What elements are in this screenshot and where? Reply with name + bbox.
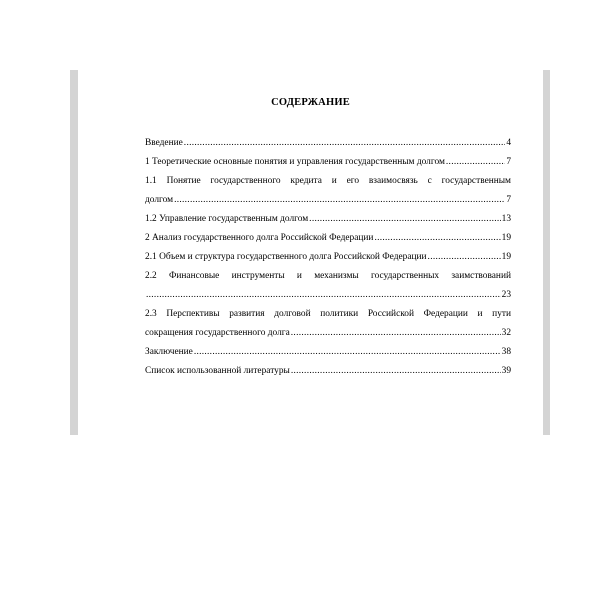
toc-entry-1-1-line1[interactable]: 1.1 Понятие государственного кредита и его взаимосвязь с государственным: [145, 176, 511, 186]
toc-entry-2-2-line1[interactable]: 2.2 Финансовые инструменты и механизмы государственных заимствований: [145, 271, 511, 281]
toc-entry-text: долгом: [145, 195, 174, 205]
toc-entry-chapter-2[interactable]: [145, 229, 511, 248]
toc-entry-text: сокращения государственного долга: [145, 328, 290, 338]
toc-entry-2-3-line1[interactable]: 2.3 Перспективы развития долговой политики Российской Федерации и пути: [145, 309, 511, 319]
toc-leader-dots: [291, 324, 501, 343]
toc-entry-page: 38: [501, 347, 511, 357]
toc-title: СОДЕРЖАНИЕ: [271, 97, 350, 108]
toc-entry-text: Введение: [145, 138, 183, 148]
toc-leader-dots: [174, 191, 505, 210]
toc-entry-2-2[interactable]: [145, 286, 511, 305]
toc-entry-page: 23: [501, 290, 511, 300]
toc-entry-1-2[interactable]: [145, 210, 511, 229]
page-gutter-left: [70, 70, 78, 435]
toc-entry-page: 7: [506, 195, 511, 205]
page-gutter-right: [543, 70, 550, 435]
toc-leader-dots: [146, 286, 501, 305]
table-of-contents: [145, 134, 511, 381]
toc-entry-page: 19: [501, 233, 511, 243]
toc-entry-2-1[interactable]: [145, 248, 511, 267]
toc-entry-text: 1 Теоретические основные понятия и управления государственным долгом: [145, 157, 445, 167]
toc-entry-text: Список использованной литературы: [145, 366, 290, 376]
toc-entry-page: 39: [501, 366, 511, 376]
toc-entry-page: 13: [501, 214, 511, 224]
toc-entry-conclusion[interactable]: [145, 343, 511, 362]
toc-entry-text: 2 Анализ государственного долга Российской Федерации: [145, 233, 374, 243]
toc-entry-text: 1.2 Управление государственным долгом: [145, 214, 309, 224]
toc-entry-2-3[interactable]: [145, 324, 511, 343]
toc-leader-dots: [194, 343, 501, 362]
toc-entry-page: 19: [501, 252, 511, 262]
toc-entry-1-1[interactable]: [145, 191, 511, 210]
toc-entry-references[interactable]: [145, 362, 511, 381]
toc-entry-page: 4: [506, 138, 511, 148]
toc-entry-chapter-1[interactable]: [145, 153, 511, 172]
toc-leader-dots: [428, 248, 501, 267]
toc-entry-introduction[interactable]: [145, 134, 511, 153]
toc-entry-page: 32: [501, 328, 511, 338]
toc-entry-text: Заключение: [145, 347, 193, 357]
toc-leader-dots: [291, 362, 501, 381]
document-page: [78, 70, 543, 435]
toc-leader-dots: [309, 210, 500, 229]
toc-leader-dots: [374, 229, 500, 248]
toc-leader-dots: [446, 153, 505, 172]
toc-entry-page: 7: [506, 157, 511, 167]
toc-leader-dots: [184, 134, 506, 153]
toc-entry-text: 2.1 Объем и структура государственного долга Российской Федерации: [145, 252, 427, 262]
